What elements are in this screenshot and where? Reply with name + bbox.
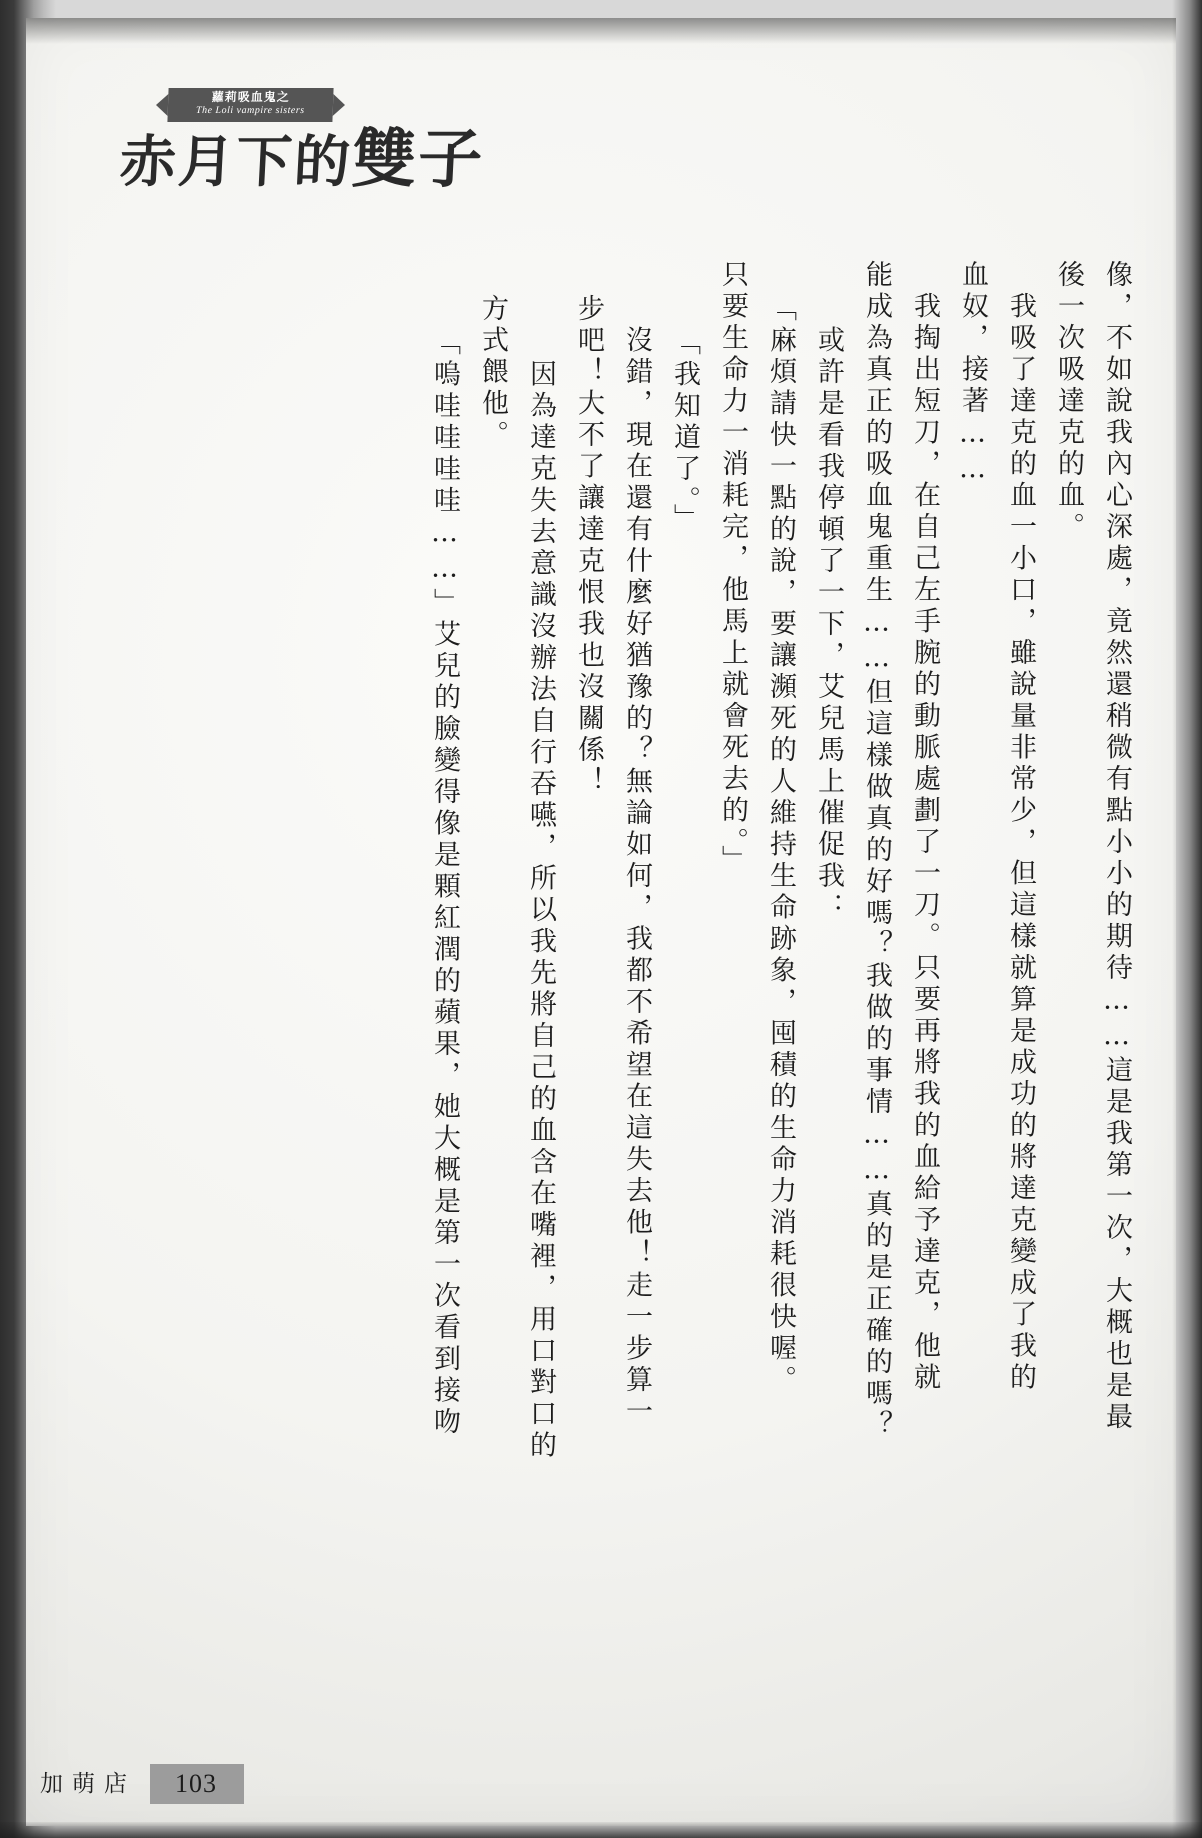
scan-bottom-edge <box>0 1822 1202 1838</box>
text-column: 「嗚哇哇哇哇……」艾兒的臉變得像是顆紅潤的蘋果，她大概是第一次看到接吻 <box>429 328 460 1439</box>
page-body-text <box>260 260 1140 1510</box>
page-footer <box>30 1764 244 1804</box>
series-ribbon <box>167 88 333 122</box>
page-number: 103 <box>150 1764 244 1804</box>
imprint-label: 加萌店 <box>40 1771 136 1797</box>
scan-right-gutter-shadow <box>1172 0 1202 1838</box>
text-column: 「我知道了。」 <box>669 328 700 535</box>
book-title-part2: 雙子 <box>350 122 487 197</box>
text-column: 後一次吸達克的血。 <box>1053 260 1084 544</box>
book-title <box>118 122 487 197</box>
text-column: 我吸了達克的血一小口，雖說量非常少，但這樣就算是成功的將達克變成了我的 <box>1005 260 1036 1394</box>
series-label-en: The Loli vampire sisters <box>195 105 305 116</box>
book-title-part1: 赤月下的 <box>118 129 354 195</box>
text-column: 方式餵他。 <box>477 294 508 452</box>
text-column: 像，不如說我內心深處，竟然還稍微有點小小的期待……這是我第一次，大概也是最 <box>1101 260 1132 1434</box>
text-column: 我掏出短刀，在自己左手腕的動脈處劃了一刀。只要再將我的血給予達克，他就 <box>909 260 940 1394</box>
text-column: 步吧！大不了讓達克恨我也沒關係！ <box>573 294 604 798</box>
scan-top-shadow <box>26 18 1176 44</box>
text-column: 血奴，接著…… <box>957 260 988 489</box>
text-column: 能成為真正的吸血鬼重生……但這樣做真的好嗎？我做的事情……真的是正確的嗎？ <box>861 260 892 1442</box>
text-column: 「麻煩請快一點的說，要讓瀕死的人維持生命跡象，囤積的生命力消耗很快喔。 <box>765 294 796 1397</box>
text-column: 沒錯，現在還有什麼好猶豫的？無論如何，我都不希望在這失去他！走一步算一 <box>621 294 652 1428</box>
text-column: 只要生命力一消耗完，他馬上就會死去的。」 <box>717 260 748 877</box>
text-column: 或許是看我停頓了一下，艾兒馬上催促我： <box>813 294 844 924</box>
series-label-cn: 蘿莉吸血鬼之 <box>211 90 291 104</box>
text-column: 因為達克失去意識沒辦法自行吞嚥，所以我先將自己的血含在嘴裡，用口對口的 <box>525 328 556 1462</box>
book-logo <box>118 88 487 218</box>
